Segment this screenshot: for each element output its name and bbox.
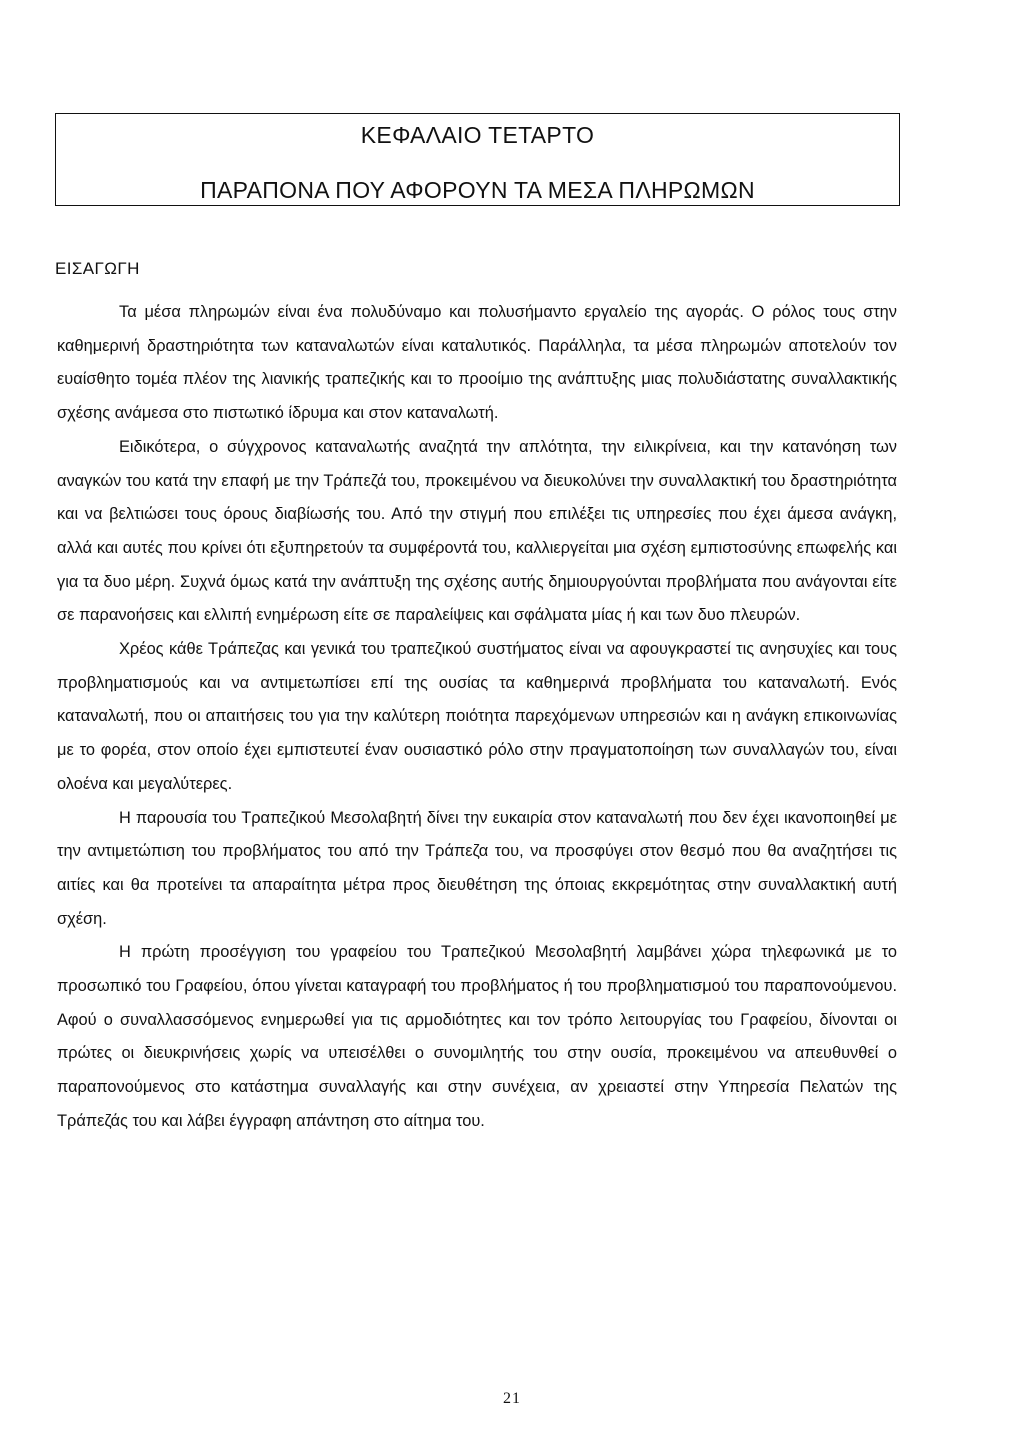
paragraph-4: Η παρουσία του Τραπεζικού Μεσολαβητή δίνει την ευκαιρία στον καταναλωτή που δεν έχει ικανοποιηθεί με την αντιμετώπιση του προβλήματος του από την Τράπεζα του, να προσφύγει στον θεσμό που θα αναζητήσει τις αιτίες και θα προτείνει τα απαραίτητα μέτρα προς διευθέτηση της όποιας εκκρεμότητας στην συναλλακτική αυτή σχέση. <box>57 808 897 928</box>
chapter-subtitle: ΠΑΡΑΠΟΝΑ ΠΟΥ ΑΦΟΡΟΥΝ ΤΑ ΜΕΣΑ ΠΛΗΡΩΜΩΝ <box>200 177 755 203</box>
paragraph-3: Χρέος κάθε Τράπεζας και γενικά του τραπεζικού συστήματος είναι να αφουγκραστεί τις ανησυχίες και τους προβληματισμούς και να αντιμετωπίσει επί της ουσίας τα καθημερινά προβλήματα του καταναλωτή. Ενός καταναλωτή, που οι απαιτήσεις του για την καλύτερη ποιότητα παρεχόμενων υπηρεσιών και η ανάγκη επικοινωνίας με το φορέα, στον οποίο έχει εμπιστευτεί έναν ουσιαστικό ρόλο στην πραγματοποίηση των συναλλαγών του, είναι ολοένα και μεγαλύτερες. <box>57 640 897 793</box>
paragraph-5: Η πρώτη προσέγγιση του γραφείου του Τραπεζικού Μεσολαβητή λαμβάνει χώρα τηλεφωνικά με το προσωπικό του Γραφείου, όπου γίνεται καταγραφή του προβλήματος ή του προβληματισμού του παραπονούμενου. Αφού ο συναλλασσόμενος ενημερωθεί για τις αρμοδιότητες και τον τρόπο λειτουργίας του Γραφείου, δίνονται οι πρώτες οι διευκρινήσεις χωρίς να υπεισέλθει ο συνομιλητής του στην ουσία, προκειμένου να απευθυνθεί ο παραπονούμενος στο κατάστημα συναλλαγής και στην συνέχεια, αν χρειαστεί στην Υπηρεσία Πελατών της Τράπεζάς του και λάβει έγγραφη απάντηση στο αίτημα του. <box>57 943 897 1130</box>
paragraph-1: Τα μέσα πληρωμών είναι ένα πολυδύναμο και πολυσήμαντο εργαλείο της αγοράς. Ο ρόλος τους στην καθημερινή δραστηριότητα των καταναλωτών είναι καταλυτικός. Παράλληλα, τα μέσα πληρωμών αποτελούν τον ευαίσθητο τομέα πλέον της λιανικής τραπεζικής και το προοίμιο της ανάπτυξης μιας πολυδιάστατης συναλλακτικής σχέσης ανάμεσα στο πιστωτικό ίδρυμα και στον καταναλωτή. <box>57 303 897 423</box>
paragraph-2: Ειδικότερα, ο σύγχρονος καταναλωτής αναζητά την απλότητα, την ειλικρίνεια, και την κατανόηση των αναγκών του κατά την επαφή με την Τράπεζά του, προκειμένου να διευκολύνει την συναλλακτική του δραστηριότητα και να βελτιώσει τους όρους διαβίωσής του. Από την στιγμή που επιλέξει τις υπηρεσίες που έχει άμεσα ανάγκη, αλλά και αυτές που κρίνει ότι εξυπηρετούν τα συμφέροντά του, καλλιεργείται μια σχέση εμπιστοσύνης επωφελής και για τα δυο μέρη. Συχνά όμως κατά την ανάπτυξη της σχέσης αυτής δημιουργούνται προβλήματα που ανάγονται είτε σε παρανοήσεις και ελλιπή ενημέρωση είτε σε παραλείψεις και σφάλματα μίας ή και των δυο πλευρών. <box>57 437 897 625</box>
chapter-header-box <box>55 113 900 206</box>
chapter-title: ΚΕΦΑΛΑΙΟ ΤΕΤΑΡΤΟ <box>360 122 595 148</box>
section-heading: ΕΙΣΑΓΩΓΗ <box>55 259 140 278</box>
page-number: 21 <box>503 1390 521 1407</box>
body-text <box>57 296 897 1139</box>
